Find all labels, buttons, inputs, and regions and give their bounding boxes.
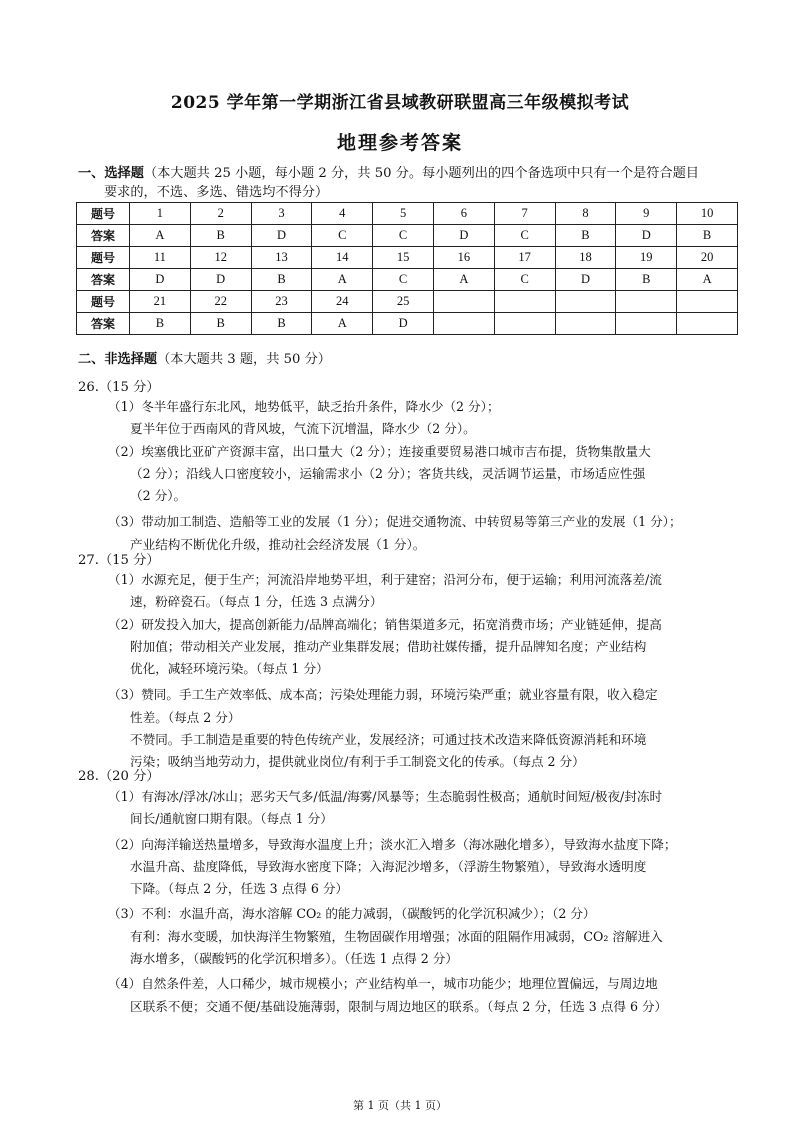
q28-a2-line1: （2）向海洋输送热量增多，导致海水温度上升；淡水汇入增多（海冰融化增多），导致海水盐度下降； <box>108 836 677 852</box>
answer-cell: C <box>373 269 434 291</box>
answer-cell: B <box>130 313 191 335</box>
answer-cell: A <box>433 269 494 291</box>
q26-a2-line2: （2 分）；沿线人口密度较小，运输需求小（2 分）；客货共线，灵活调节运量，市场适应性强 <box>130 465 646 481</box>
answer-cell: D <box>130 269 191 291</box>
q28-a1-line1: （1）有海冰/浮冰/冰山；恶劣天气多/低温/海雾/风暴等；生态脆弱性极高；通航时间短/极夜/封冻时 <box>108 789 663 804</box>
row-header: 题号 <box>77 291 130 313</box>
question-number-cell: 14 <box>312 247 373 269</box>
page-footer: 第 1 页（共 1 页） <box>353 1099 447 1112</box>
q27-answers <box>108 569 738 774</box>
answer-cell: C <box>494 269 555 291</box>
q28-a4-line1: （4）自然条件差，人口稀少，城市规模小；产业结构单一，城市功能少；地理位置偏远，与周边地 <box>108 976 658 992</box>
q26-a2-line1: （2）埃塞俄比亚矿产资源丰富，出口量大（2 分）；连接重要贸易港口城市吉布提，货物集散量大 <box>108 443 651 459</box>
answer-cell: B <box>251 313 312 335</box>
section1-intro <box>78 164 738 202</box>
q27-a2-line2: 附加值；带动相关产业发展，推动产业集群发展；借助社媒传播，提升品牌知名度；产业结构 <box>130 638 647 654</box>
q26-label: 26.（15 分） <box>78 380 160 395</box>
q27-a1-line1: （1）水源充足，便于生产；河流沿岸地势平坦，利于建窑；沿河分布，便于运输；利用河流落差/流 <box>108 572 662 587</box>
answer-cell: D <box>433 225 494 247</box>
answer-cell <box>555 313 616 335</box>
section2-intro <box>78 350 738 369</box>
question-number-cell: 9 <box>616 203 677 225</box>
row-header: 答案 <box>77 269 130 291</box>
answer-cell: C <box>373 225 434 247</box>
answer-cell: B <box>555 225 616 247</box>
section1-note-line1: （本大题共 25 小题，每小题 2 分，共 50 分。每小题列出的四个备选项中只有一个是符合题目 <box>143 166 699 181</box>
answer-cell: D <box>555 269 616 291</box>
question-number-cell: 13 <box>251 247 312 269</box>
section2-heading: 二、非选择题 <box>78 352 158 367</box>
question-number-cell: 25 <box>373 291 434 313</box>
question-number-cell: 20 <box>677 247 738 269</box>
q26-a3-line1: （3）带动加工制造、造船等工业的发展（1 分）；促进交通物流、中转贸易等第三产业的发展（1 分）； <box>108 514 682 530</box>
answer-cell: A <box>312 269 373 291</box>
row-header: 答案 <box>77 313 130 335</box>
question-number-cell <box>677 291 738 313</box>
question-number-cell: 10 <box>677 203 738 225</box>
answer-cell: C <box>312 225 373 247</box>
q28-a3-line3: 海水增多，（碳酸钙的化学沉积增多）。（任选 1 点得 2 分） <box>130 951 458 967</box>
answer-cell: B <box>677 225 738 247</box>
question-number-cell <box>494 291 555 313</box>
table-question-row <box>77 203 738 225</box>
q26-a1-line1: （1）冬半年盛行东北风，地势低平，缺乏抬升条件，降水少（2 分）； <box>108 399 500 414</box>
q26-answers <box>108 396 738 556</box>
question-number-cell: 22 <box>190 291 251 313</box>
answer-cell: B <box>251 269 312 291</box>
q27-label: 27.（15 分） <box>78 553 160 568</box>
q28-label: 28.（20 分） <box>78 769 160 784</box>
q28-a2-line2: 水温升高、盐度降低，导致海水密度下降；入海泥沙增多，（浮游生物繁殖），导致海水透明度 <box>130 858 647 874</box>
section1-note-line2: 要求的，不选、多选、错选均不得分） <box>104 185 329 200</box>
question-number-cell: 17 <box>494 247 555 269</box>
question-number-cell: 2 <box>190 203 251 225</box>
answer-cell: A <box>130 225 191 247</box>
table-answer-row <box>77 313 738 335</box>
q28-a2-line3: 下降。（每点 2 分，任选 3 点得 6 分） <box>130 881 349 897</box>
question-number-cell: 16 <box>433 247 494 269</box>
q27-a3-line4: 污染；吸纳当地劳动力，提供就业岗位/有利于手工制瓷文化的传承。（每点 2 分） <box>130 754 585 770</box>
question-number-cell: 24 <box>312 291 373 313</box>
answer-table <box>76 202 738 335</box>
q28-answers <box>108 786 738 1018</box>
answer-cell: D <box>616 225 677 247</box>
q26-a3-line2: 产业结构不断优化升级，推动社会经济发展（1 分）。 <box>130 536 426 552</box>
q27-a3-line1: （3）赞同。手工生产效率低、成本高；污染处理能力弱，环境污染严重；就业容量有限，收入稳定 <box>108 687 658 703</box>
q28-a4-line2: 区联系不便；交通不便/基础设施薄弱，限制与周边地区的联系。（每点 2 分，任选 3 点得 6 分） <box>130 998 668 1014</box>
table-question-row <box>77 247 738 269</box>
table-answer-row <box>77 269 738 291</box>
question-number-cell: 7 <box>494 203 555 225</box>
page-title: 2025 学年第一学期浙江省县域教研联盟高三年级模拟考试 <box>170 93 630 113</box>
q27-a1-line2: 速，粉碎瓷石。（每点 1 分，任选 3 点满分） <box>130 594 383 610</box>
q27-a3-line3: 不赞同。手工制造是重要的特色传统产业，发展经济；可通过技术改造来降低资源消耗和环境 <box>130 732 647 748</box>
question-number-cell: 8 <box>555 203 616 225</box>
answer-cell: A <box>312 313 373 335</box>
q27-a3-line2: 性差。（每点 2 分） <box>130 709 241 725</box>
q28-a3-line2: 有利：海水变暖，加快海洋生物繁殖，生物固碳作用增强；冰面的阻隔作用减弱，CO₂ 溶解进入 <box>130 928 663 944</box>
question-number-cell: 15 <box>373 247 434 269</box>
section2-note: （本大题共 3 题，共 50 分） <box>157 352 331 367</box>
answer-cell: A <box>677 269 738 291</box>
question-number-cell: 5 <box>373 203 434 225</box>
question-number-cell: 12 <box>190 247 251 269</box>
question-number-cell <box>555 291 616 313</box>
q26-a2-line3: （2 分）。 <box>130 488 187 504</box>
answer-cell: D <box>251 225 312 247</box>
page-subtitle: 地理参考答案 <box>336 132 463 154</box>
answer-cell: B <box>616 269 677 291</box>
section1-heading: 一、选择题 <box>78 166 144 181</box>
section1-line1 <box>78 164 738 183</box>
question-number-cell: 6 <box>433 203 494 225</box>
question-number-cell: 11 <box>130 247 191 269</box>
question-number-cell: 3 <box>251 203 312 225</box>
answer-cell: D <box>373 313 434 335</box>
answer-cell <box>616 313 677 335</box>
answer-cell <box>677 313 738 335</box>
row-header: 题号 <box>77 247 130 269</box>
question-number-cell: 4 <box>312 203 373 225</box>
q28-a3-line1: （3）不利：水温升高，海水溶解 CO₂ 的能力减弱，（碳酸钙的化学沉积减少）；（2 分） <box>108 906 596 922</box>
answer-cell: B <box>190 313 251 335</box>
answer-cell: B <box>190 225 251 247</box>
q27-a2-line3: 优化，减轻环境污染。（每点 1 分） <box>130 661 329 677</box>
question-number-cell <box>433 291 494 313</box>
row-header: 题号 <box>77 203 130 225</box>
q27-a2-line1: （2）研发投入加大，提高创新能力/品牌高端化；销售渠道多元，拓宽消费市场；产业链延伸，提高 <box>108 616 662 632</box>
table-question-row <box>77 291 738 313</box>
answer-cell <box>433 313 494 335</box>
answer-cell: D <box>190 269 251 291</box>
question-number-cell: 19 <box>616 247 677 269</box>
question-number-cell <box>616 291 677 313</box>
question-number-cell: 18 <box>555 247 616 269</box>
row-header: 答案 <box>77 225 130 247</box>
question-number-cell: 21 <box>130 291 191 313</box>
question-number-cell: 23 <box>251 291 312 313</box>
answer-cell: C <box>494 225 555 247</box>
question-number-cell: 1 <box>130 203 191 225</box>
q26-a1-line2: 夏半年位于西南风的背风坡，气流下沉增温，降水少（2 分）。 <box>130 421 476 437</box>
table-answer-row <box>77 225 738 247</box>
answer-cell <box>494 313 555 335</box>
q28-a1-line2: 间长/通航窗口期有限。（每点 1 分） <box>130 811 333 827</box>
